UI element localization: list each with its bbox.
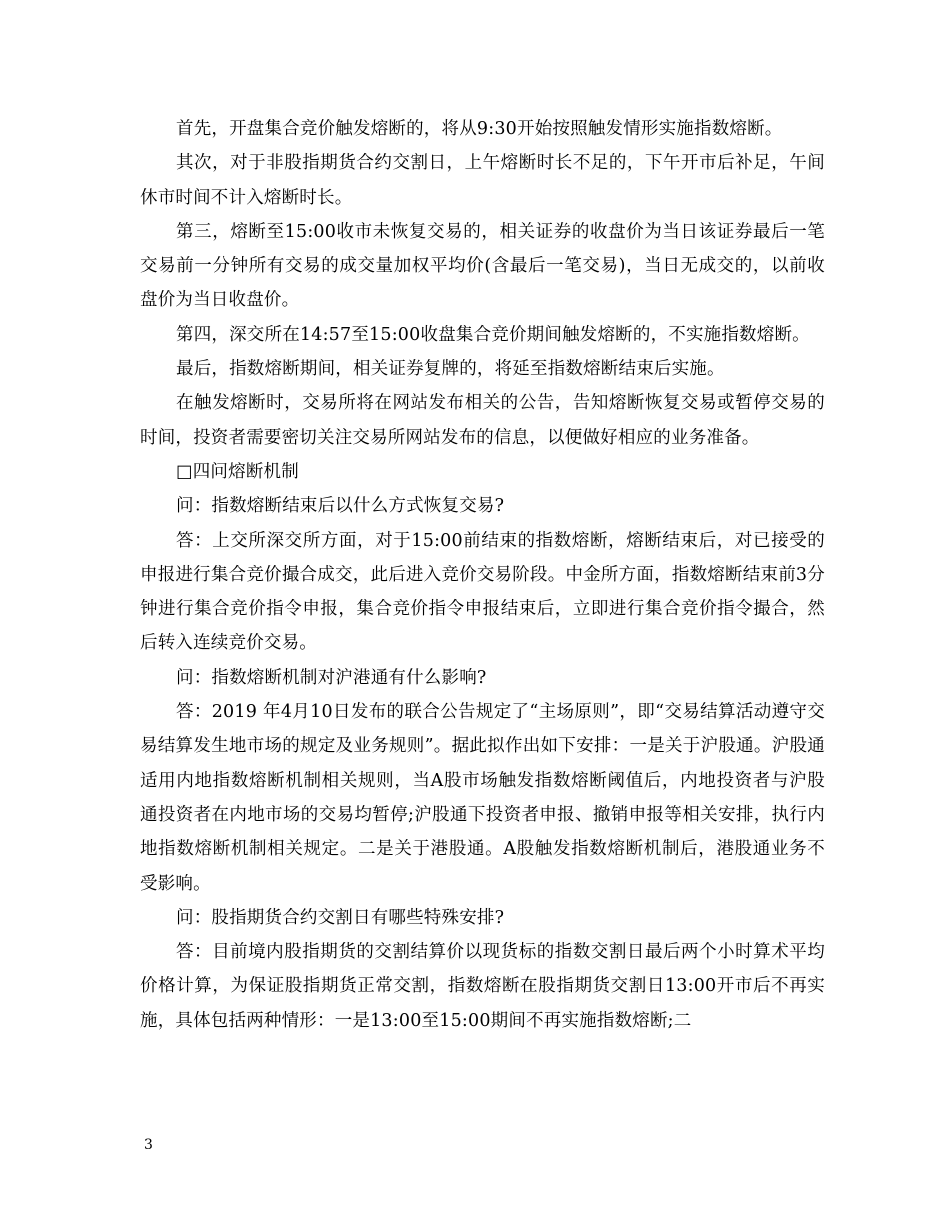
paragraph-szse-closing-auction: 第四，深交所在14:57至15:00收盘集合竞价期间触发熔断的，不实施指数熔断。 [176, 324, 810, 345]
paragraph-closing-price: 第三，熔断至15:00收市未恢复交易的，相关证券的收盘价为当日该证券最后一笔交易前一分钟所有交易的成交量加权平均价(含最后一笔交易)，当日无成交的，以前收盘价为当日收盘价。 [140, 221, 825, 311]
question-delivery-day: 问：股指期货合约交割日有哪些特殊安排? [176, 907, 505, 928]
page-number: 3 [144, 1137, 153, 1153]
question-stock-connect: 问：指数熔断机制对沪港通有什么影响? [176, 667, 487, 688]
paragraph-resumption: 最后，指数熔断期间，相关证券复牌的，将延至指数熔断结束后实施。 [176, 359, 725, 380]
paragraph-opening-auction: 首先，开盘集合竞价触发熔断的，将从9:30开始按照触发情形实施指数熔断。 [176, 119, 783, 139]
section-heading: □四问熔断机制 [176, 461, 299, 482]
answer-delivery-day: 答：目前境内股指期货的交割结算价以现货标的指数交割日最后两个小时算术平均价格计算，为保证股指期货正常交割，指数熔断在股指期货交割日13:00开市后不再实施，具体包括两种情形：一是13:00至15:00期间不再实施指数熔断;二 [140, 942, 825, 1031]
paragraph-non-delivery-day: 其次，对于非股指期货合约交割日，上午熔断时长不足的，下午开市后补足，午间休市时间不计入熔断时长。 [140, 153, 825, 208]
paragraph-announcement: 在触发熔断时，交易所将在网站发布相关的公告，告知熔断恢复交易或暂停交易的时间，投资者需要密切关注交易所网站发布的信息，以便做好相应的业务准备。 [140, 393, 825, 448]
question-resume-trading: 问：指数熔断结束后以什么方式恢复交易? [176, 496, 505, 517]
answer-stock-connect: 答：2019 年4月10日发布的联合公告规定了“主场原则”，即“交易结算活动遵守交易结算发生地市场的规定及业务规则”。据此拟作出如下安排：一是关于沪股通。沪股通适用内地指数熔断机制相关规则，当A股市场触发指数熔断阈值后，内地投资者与沪股通投资者在内地市场的交易均暂停;沪股通下投资者申报、撤销申报等相关安排，执行内地指数熔断机制相关规定。二是关于港股通。A股触发指数熔断机制后，港股通业务不受影响。 [140, 702, 825, 894]
document-body [140, 112, 825, 1038]
answer-resume-trading: 答：上交所深交所方面，对于15:00前结束的指数熔断，熔断结束后，对已接受的申报进行集合竞价撮合成交，此后进入竞价交易阶段。中金所方面，指数熔断结束前3分钟进行集合竞价指令申报，集合竞价指令申报结束后，立即进行集合竞价指令撮合，然后转入连续竞价交易。 [140, 530, 825, 654]
